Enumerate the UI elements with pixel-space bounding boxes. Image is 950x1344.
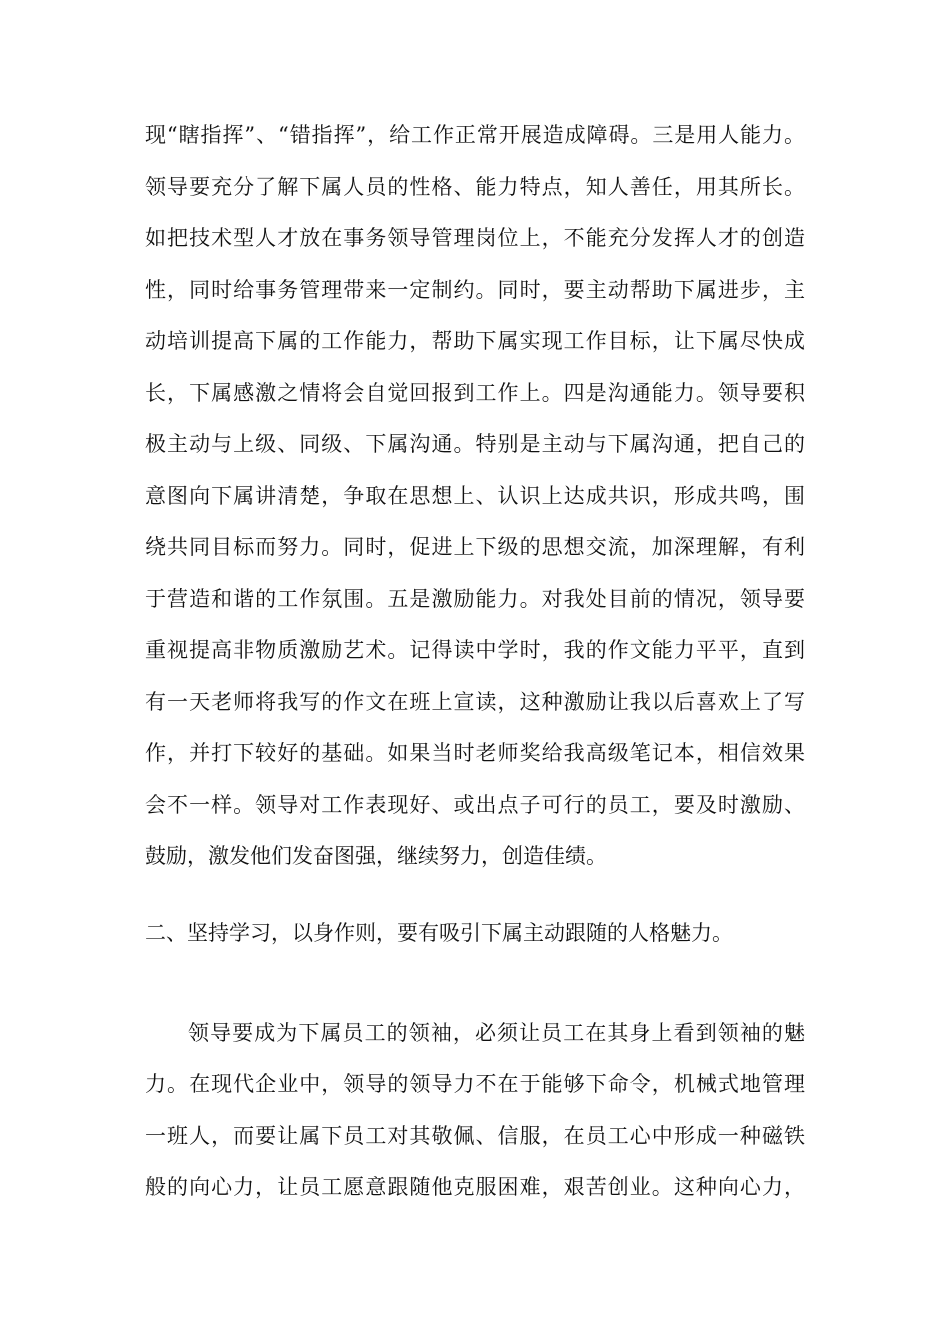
text-line: 鼓励，激发他们发奋图强，继续努力，创造佳绩。 — [145, 844, 607, 868]
text-line: 领导要成为下属员工的领袖，必须让员工在其身上看到领袖的魅 — [188, 1021, 805, 1045]
text-line: 绕共同目标而努力。同时，促进上下级的思想交流，加深理解，有利 — [145, 535, 805, 559]
text-line: 会不一样。领导对工作表现好、或出点子可行的员工，要及时激励、 — [145, 793, 805, 817]
text-line: 意图向下属讲清楚，争取在思想上、认识上达成共识，形成共鸣，围 — [145, 484, 805, 508]
text-line: 重视提高非物质激励艺术。记得读中学时，我的作文能力平平，直到 — [145, 638, 805, 662]
text-line: 作，并打下较好的基础。如果当时老师奖给我高级笔记本，相信效果 — [145, 741, 805, 765]
text-line: 力。在现代企业中，领导的领导力不在于能够下命令，机械式地管理 — [145, 1072, 805, 1096]
section-heading: 二、坚持学习，以身作则，要有吸引下属主动跟随的人格魅力。 — [145, 921, 733, 945]
text-line: 如把技术型人才放在事务领导管理岗位上，不能充分发挥人才的创造 — [145, 226, 805, 250]
text-line: 动培训提高下属的工作能力，帮助下属实现工作目标，让下属尽快成 — [145, 329, 805, 353]
text-line: 有一天老师将我写的作文在班上宣读，这种激励让我以后喜欢上了写 — [145, 690, 805, 714]
text-line: 现“瞎指挥”、“错指挥”，给工作正常开展造成障碍。三是用人能力。 — [145, 123, 805, 147]
text-line: 一班人，而要让属下员工对其敬佩、信服，在员工心中形成一种磁铁 — [145, 1124, 805, 1148]
text-line: 领导要充分了解下属人员的性格、能力特点，知人善任，用其所长。 — [145, 175, 805, 199]
text-line: 于营造和谐的工作氛围。五是激励能力。对我处目前的情况，领导要 — [145, 587, 805, 611]
text-line: 长，下属感激之情将会自觉回报到工作上。四是沟通能力。领导要积 — [145, 381, 805, 405]
text-line: 性，同时给事务管理带来一定制约。同时，要主动帮助下属进步，主 — [145, 278, 805, 302]
text-line: 般的向心力，让员工愿意跟随他克服困难，艰苦创业。这种向心力， — [145, 1175, 805, 1199]
text-line: 极主动与上级、同级、下属沟通。特别是主动与下属沟通，把自己的 — [145, 432, 805, 456]
